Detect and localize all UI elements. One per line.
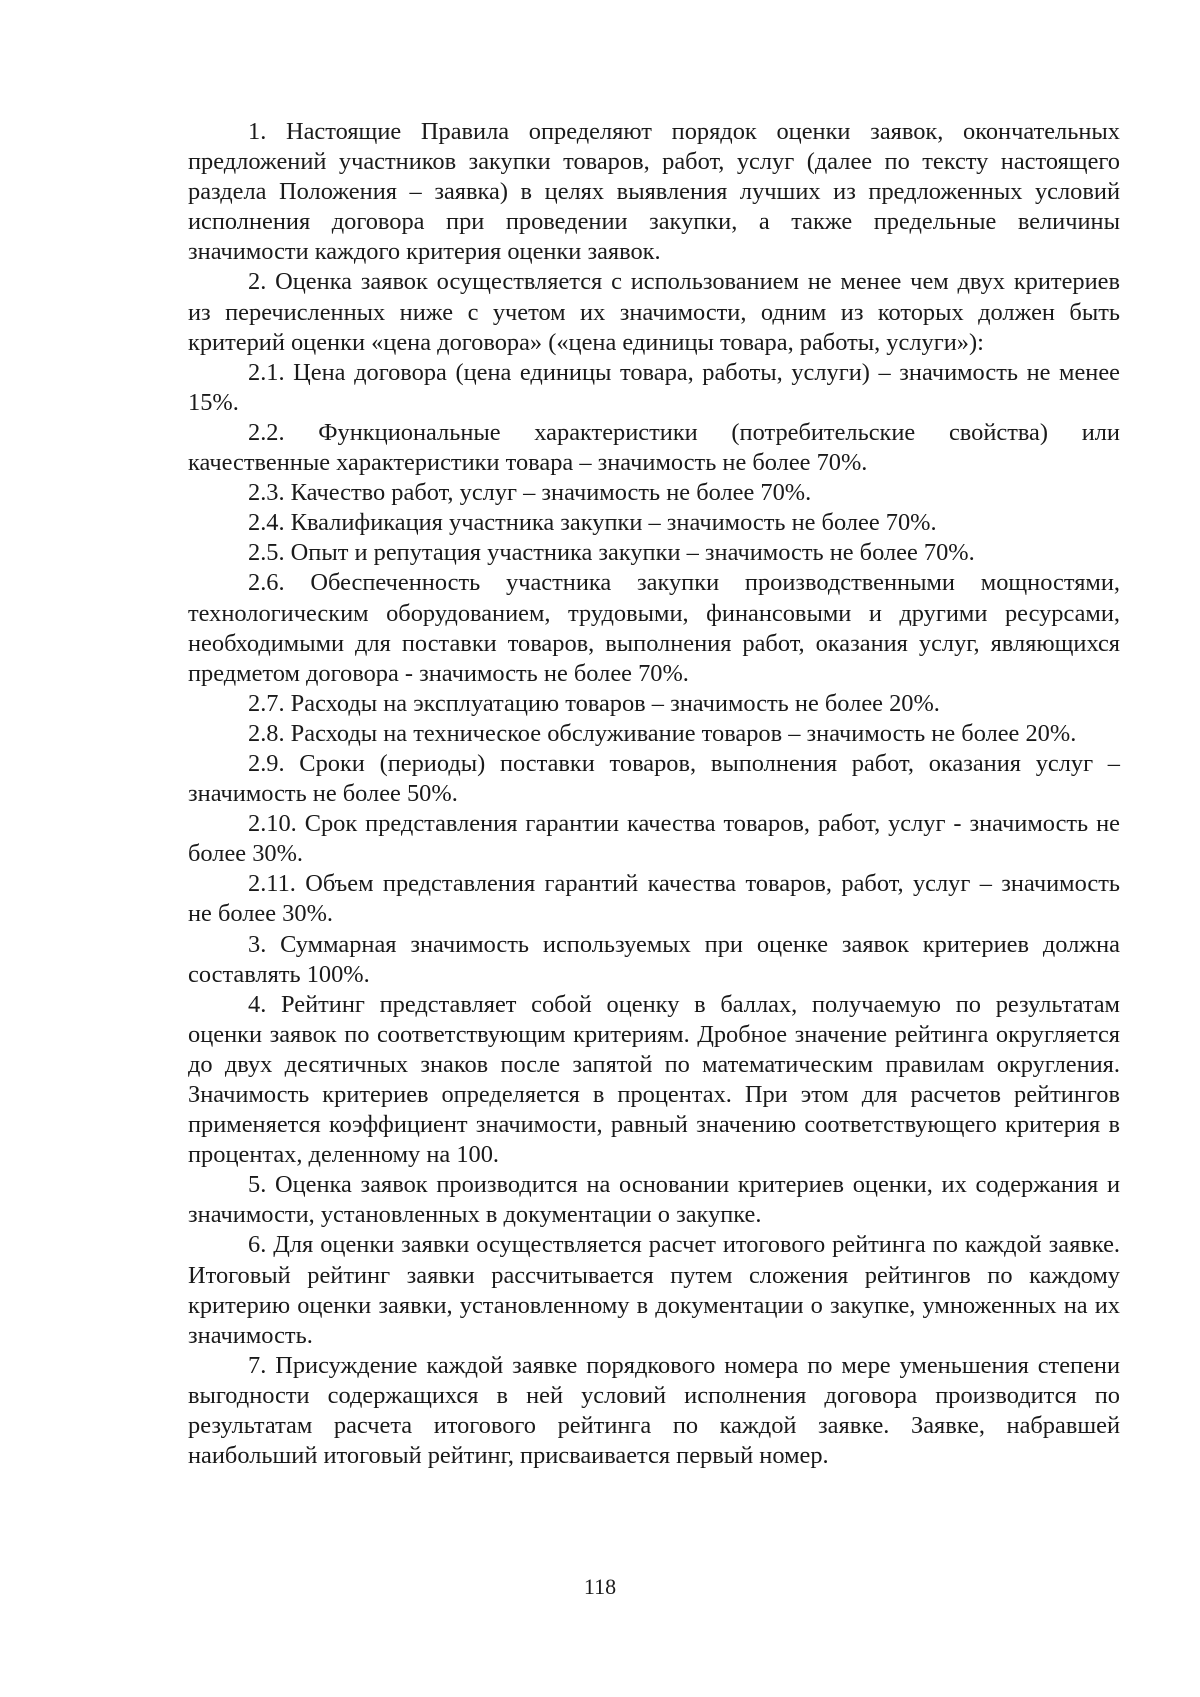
paragraph-2-2: 2.2. Функциональные характеристики (потребительские свойства) или качественные характеристики товара – значимость не более 70%. — [188, 418, 1120, 477]
paragraph-2-4: 2.4. Квалификация участника закупки – значимость не более 70%. — [248, 509, 937, 537]
paragraph-2-1: 2.1. Цена договора (цена единицы товара, работы, услуги) – значимость не менее 15%. — [188, 358, 1120, 416]
paragraph-2-10: 2.10. Срок представления гарантии качества товаров, работ, услуг - значимость не более 30%. — [188, 810, 1120, 868]
paragraph-6: 6. Для оценки заявки осуществляется расчет итогового рейтинга по каждой заявке. Итоговый рейтинг заявки рассчитывается путем сложения рейтингов по каждому критерию оценки заявки, установленному в документации о закупке, умноженных на их значимость. — [188, 1231, 1120, 1349]
paragraph-1: 1. Настоящие Правила определяют порядок оценки заявок, окончательных предложений участников закупки товаров, работ, услуг (далее по тексту настоящего раздела Положения – заявка) в целях выявления лучших из предложенных условий исполнения договора при проведении закупки, а также предельные величины значимости каждого критерия оценки заявок. — [188, 118, 1120, 266]
paragraph-2-3: 2.3. Качество работ, услуг – значимость не более 70%. — [248, 479, 812, 507]
paragraph-7: 7. Присуждение каждой заявке порядкового номера по мере уменьшения степени выгодности содержащихся в ней условий исполнения договора производится по результатам расчета итогового рейтинга по каждой заявке. Заявке, набравшей наибольший итоговый рейтинг, присваивается первый номер. — [188, 1351, 1120, 1470]
paragraph-2: 2. Оценка заявок осуществляется с использованием не менее чем двух критериев из перечисленных ниже с учетом их значимости, одним из которых должен быть критерий оценки «цена договора» («цена единицы товара, работы, услуги»): — [188, 268, 1120, 356]
paragraph-2-5: 2.5. Опыт и репутация участника закупки – значимость не более 70%. — [248, 539, 975, 567]
paragraph-5: 5. Оценка заявок производится на основании критериев оценки, их содержания и значимости, установленных в документации о закупке. — [188, 1171, 1120, 1229]
paragraph-2-7: 2.7. Расходы на эксплуатацию товаров – значимость не более 20%. — [248, 689, 940, 717]
paragraph-2-11: 2.11. Объем представления гарантий качества товаров, работ, услуг – значимость не более 30%. — [188, 870, 1120, 928]
paragraph-2-6: 2.6. Обеспеченность участника закупки производственными мощностями, технологическим оборудованием, трудовыми, финансовыми и другими ресурсами, необходимыми для поставки товаров, выполнения работ, оказания услуг, являющихся предметом договора - значимость не более 70%. — [188, 569, 1120, 687]
paragraph-2-8: 2.8. Расходы на техническое обслуживание товаров – значимость не более 20%. — [248, 719, 1077, 747]
page-number: 118 — [583, 1574, 617, 1599]
document-body — [188, 117, 1120, 1471]
paragraph-2-9: 2.9. Сроки (периоды) поставки товаров, выполнения работ, оказания услуг – значимость не более 50%. — [188, 749, 1120, 808]
paragraph-3: 3. Суммарная значимость используемых при оценке заявок критериев должна составлять 100%. — [188, 930, 1120, 988]
paragraph-4: 4. Рейтинг представляет собой оценку в баллах, получаемую по результатам оценки заявок по соответствующим критериям. Дробное значение рейтинга округляется до двух десятичных знаков после запятой по математическим правилам округления. Значимость критериев определяется в процентах. При этом для расчетов рейтингов применяется коэффициент значимости, равный значению соответствующего критерия в процентах, деленному на 100. — [188, 990, 1120, 1169]
